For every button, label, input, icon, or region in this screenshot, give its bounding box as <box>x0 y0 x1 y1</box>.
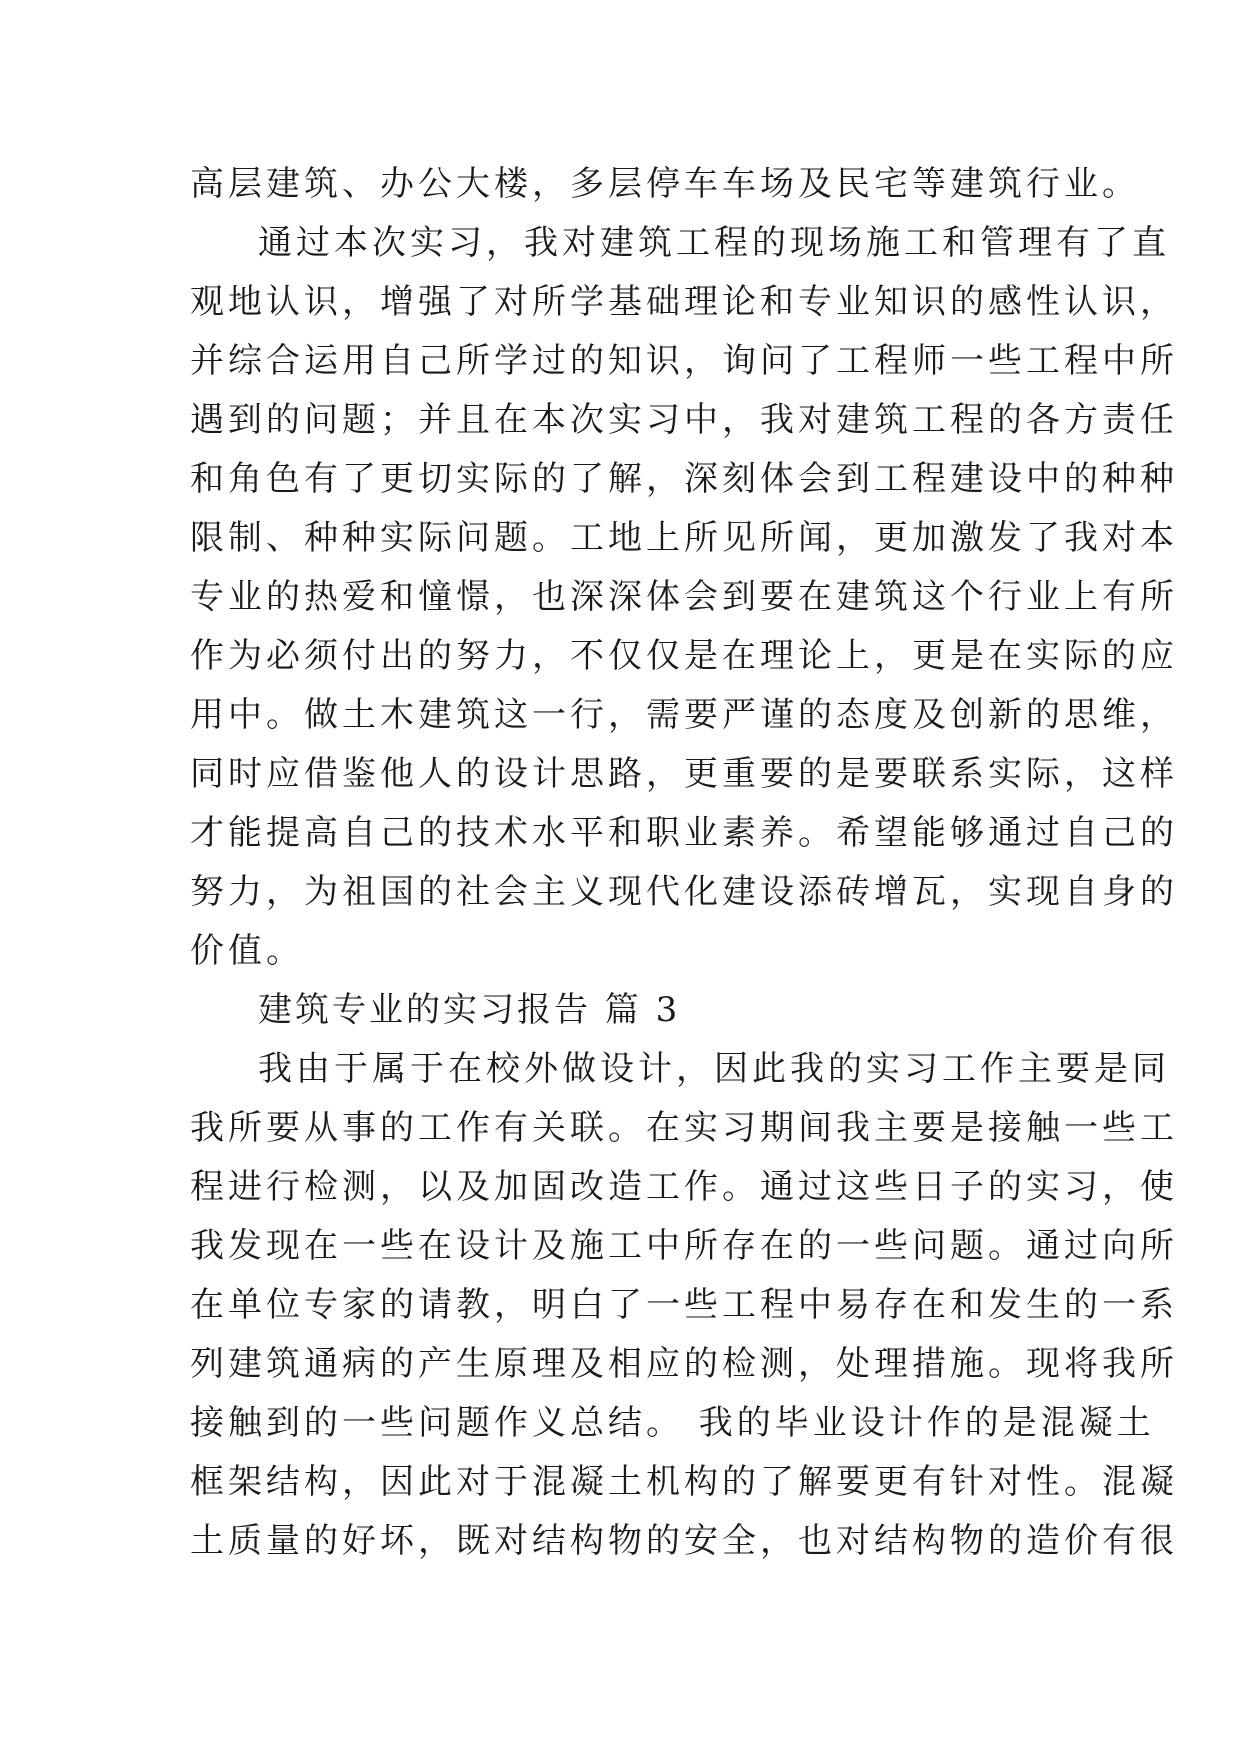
text-line: 遇到的问题；并且在本次实习中，我对建筑工程的各方责任 <box>190 400 1178 440</box>
text-line: 观地认识，增强了对所学基础理论和专业知识的感性认识， <box>190 282 1178 322</box>
text-line: 努力，为祖国的社会主义现代化建设添砖增瓦，实现自身的 <box>190 872 1178 912</box>
section-heading: 建筑专业的实习报告 篇 3 <box>258 990 681 1030</box>
text-line: 价值。 <box>190 931 304 971</box>
text-line: 我所要从事的工作有关联。在实习期间我主要是接触一些工 <box>190 1108 1178 1148</box>
text-line: 在单位专家的请教，明白了一些工程中易存在和发生的一系 <box>190 1285 1178 1325</box>
document-body <box>190 155 1178 1571</box>
text-line: 接触到的一些问题作义总结。 我的毕业设计作的是混凝土 <box>190 1403 1155 1443</box>
text-line: 作为必须付出的努力，不仅仅是在理论上，更是在实际的应 <box>190 636 1178 676</box>
text-line: 土质量的好坏，既对结构物的安全，也对结构物的造价有很 <box>190 1521 1178 1561</box>
text-line: 限制、种种实际问题。工地上所见所闻，更加激发了我对本 <box>190 518 1178 558</box>
text-line: 同时应借鉴他人的设计思路，更重要的是要联系实际，这样 <box>190 754 1178 794</box>
text-line: 通过本次实习，我对建筑工程的现场施工和管理有了直 <box>258 223 1170 263</box>
text-line: 我发现在一些在设计及施工中所存在的一些问题。通过向所 <box>190 1226 1178 1266</box>
text-line: 专业的热爱和憧憬，也深深体会到要在建筑这个行业上有所 <box>190 577 1178 617</box>
text-line: 并综合运用自己所学过的知识，询问了工程师一些工程中所 <box>190 341 1178 381</box>
text-line: 列建筑通病的产生原理及相应的检测，处理措施。现将我所 <box>190 1344 1178 1384</box>
text-line: 才能提高自己的技术水平和职业素养。希望能够通过自己的 <box>190 813 1178 853</box>
text-line: 程进行检测，以及加固改造工作。通过这些日子的实习，使 <box>190 1167 1178 1207</box>
text-line: 高层建筑、办公大楼，多层停车车场及民宅等建筑行业。 <box>190 164 1140 204</box>
text-line: 和角色有了更切实际的了解，深刻体会到工程建设中的种种 <box>190 459 1178 499</box>
text-line: 我由于属于在校外做设计，因此我的实习工作主要是同 <box>258 1049 1170 1089</box>
text-line: 用中。做土木建筑这一行，需要严谨的态度及创新的思维， <box>190 695 1178 735</box>
text-line: 框架结构，因此对于混凝土机构的了解要更有针对性。混凝 <box>190 1462 1178 1502</box>
